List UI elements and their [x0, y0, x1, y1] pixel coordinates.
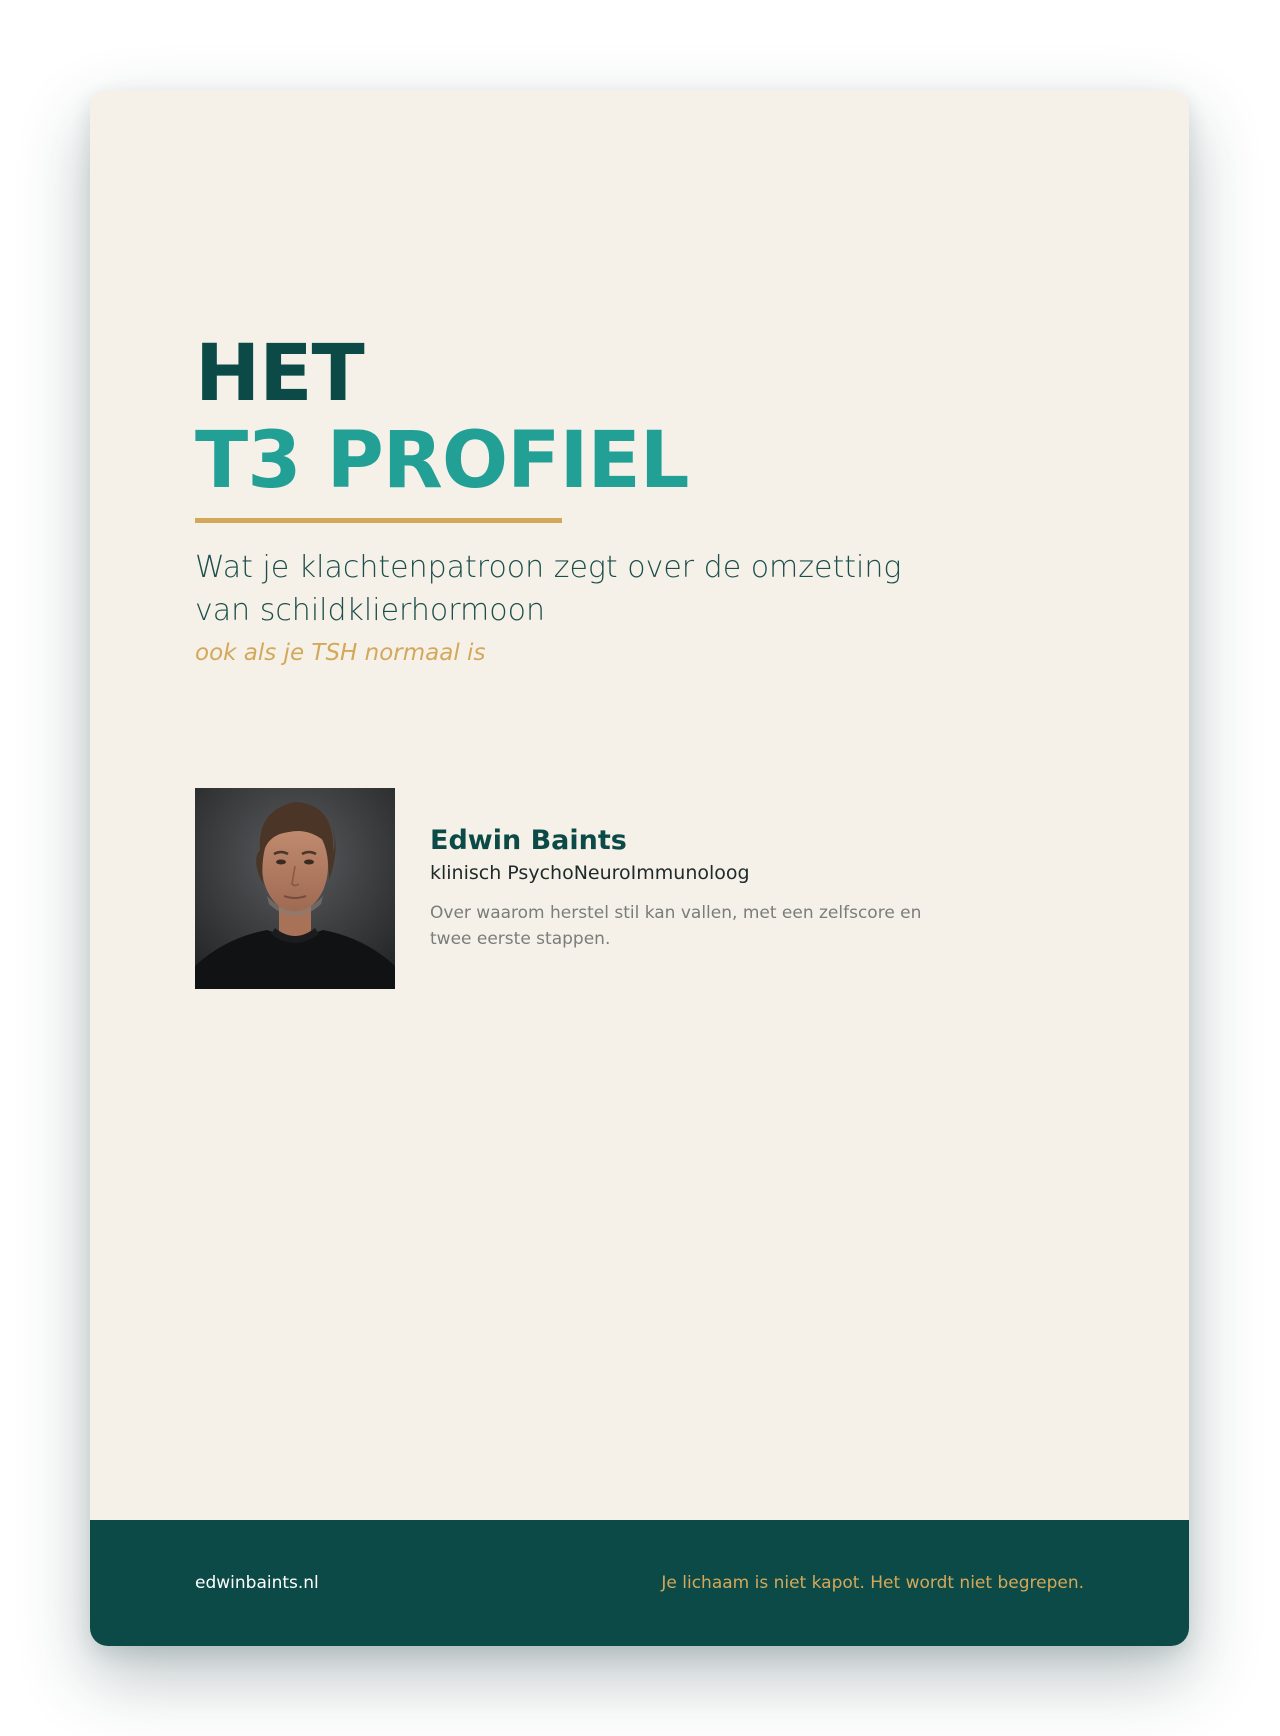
author-photo — [195, 788, 395, 989]
footer-bar — [90, 1520, 1189, 1646]
tagline: ook als je TSH normaal is — [195, 640, 486, 666]
footer-website-link[interactable]: edwinbaints.nl — [195, 1573, 319, 1593]
footer-slogan: Je lichaam is niet kapot. Het wordt niet begrepen. — [661, 1573, 1084, 1593]
author-description: Over waarom herstel stil kan vallen, met een zelfscore en twee eerste stappen. — [430, 903, 922, 949]
author-role: klinisch PsychoNeuroImmunoloog — [430, 862, 750, 884]
title-divider — [195, 518, 562, 523]
document-cover — [90, 90, 1189, 1646]
title-line-1: HET — [195, 329, 364, 419]
author-name: Edwin Baints — [430, 825, 627, 856]
title-line-2: T3 PROFIEL — [195, 416, 689, 506]
subtitle: Wat je klachtenpatroon zegt over de omzetting van schildklierhormoon — [195, 550, 902, 628]
